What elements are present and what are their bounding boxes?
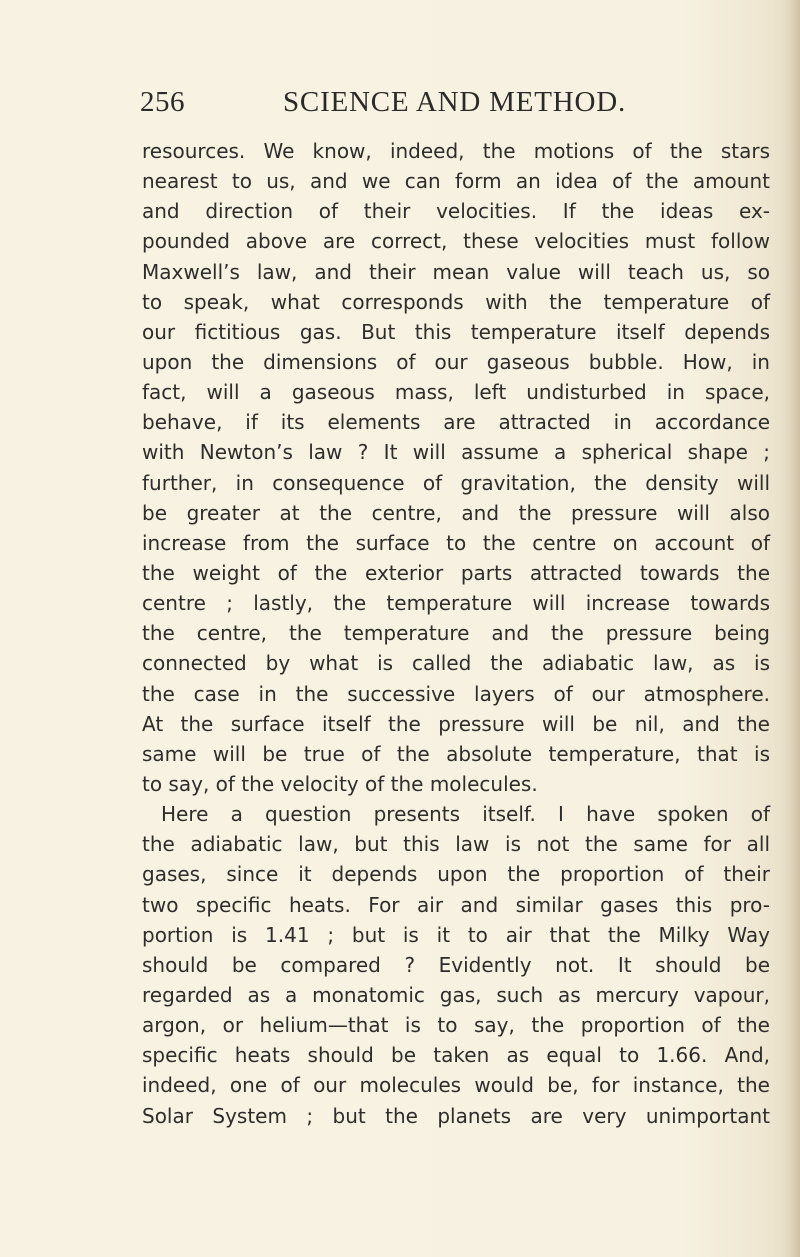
text-line: same will be true of the absolute temperature, that is [142, 741, 770, 766]
text-line: should be compared ? Evidently not. It should be [142, 952, 770, 977]
page-header [140, 86, 660, 126]
text-line: the case in the successive layers of our atmosphere. [142, 681, 770, 706]
page-edge-shadow [782, 0, 800, 1257]
text-line: centre ; lastly, the temperature will increase towards [142, 591, 770, 616]
text-line: two specific heats. For air and similar gases this pro- [142, 892, 770, 917]
body-text [142, 136, 782, 1131]
text-line: Maxwell’s law, and their mean value will teach us, so [142, 259, 770, 284]
text-line: connected by what is called the adiabatic law, as is [142, 651, 770, 676]
text-line: and direction of their velocities. If the ideas ex- [142, 199, 770, 224]
text-line: the weight of the exterior parts attracted towards the [142, 560, 770, 585]
text-line: with Newton’s law ? It will assume a spherical shape ; [142, 440, 770, 465]
text-line: fact, will a gaseous mass, left undisturbed in space, [142, 380, 770, 405]
text-line: pounded above are correct, these velocities must follow [142, 229, 770, 254]
text-line: indeed, one of our molecules would be, for instance, the [142, 1073, 770, 1098]
text-line: At the surface itself the pressure will be nil, and the [142, 711, 770, 736]
text-line: further, in consequence of gravitation, the density will [142, 470, 770, 495]
text-line: our fictitious gas. But this temperature itself depends [142, 319, 770, 344]
text-line: to speak, what corresponds with the temperature of [142, 289, 770, 314]
text-line: the adiabatic law, but this law is not the same for all [142, 832, 770, 857]
text-line: behave, if its elements are attracted in accordance [142, 410, 770, 435]
text-line: gases, since it depends upon the proportion of their [142, 862, 770, 887]
text-line: to say, of the velocity of the molecules. [142, 771, 538, 796]
text-line: upon the dimensions of our gaseous bubble. How, in [142, 349, 770, 374]
text-line: increase from the surface to the centre on account of [142, 530, 770, 555]
running-title: SCIENCE AND METHOD. [283, 86, 627, 118]
page-number: 256 [140, 86, 185, 118]
text-line: specific heats should be taken as equal to 1.66. And, [142, 1043, 770, 1068]
text-line: regarded as a monatomic gas, such as mercury vapour, [142, 982, 770, 1007]
text-line: Solar System ; but the planets are very unimportant [142, 1103, 770, 1128]
text-line: resources. We know, indeed, the motions of the stars [142, 139, 770, 163]
text-line: argon, or helium—that is to say, the proportion of the [142, 1013, 770, 1038]
text-line: portion is 1.41 ; but is it to air that the Milky Way [142, 922, 770, 947]
text-line: be greater at the centre, and the pressure will also [142, 500, 770, 525]
text-line: nearest to us, and we can form an idea of the amount [142, 169, 770, 194]
text-line: the centre, the temperature and the pressure being [142, 621, 770, 646]
text-line: Here a question presents itself. I have spoken of [161, 802, 770, 827]
